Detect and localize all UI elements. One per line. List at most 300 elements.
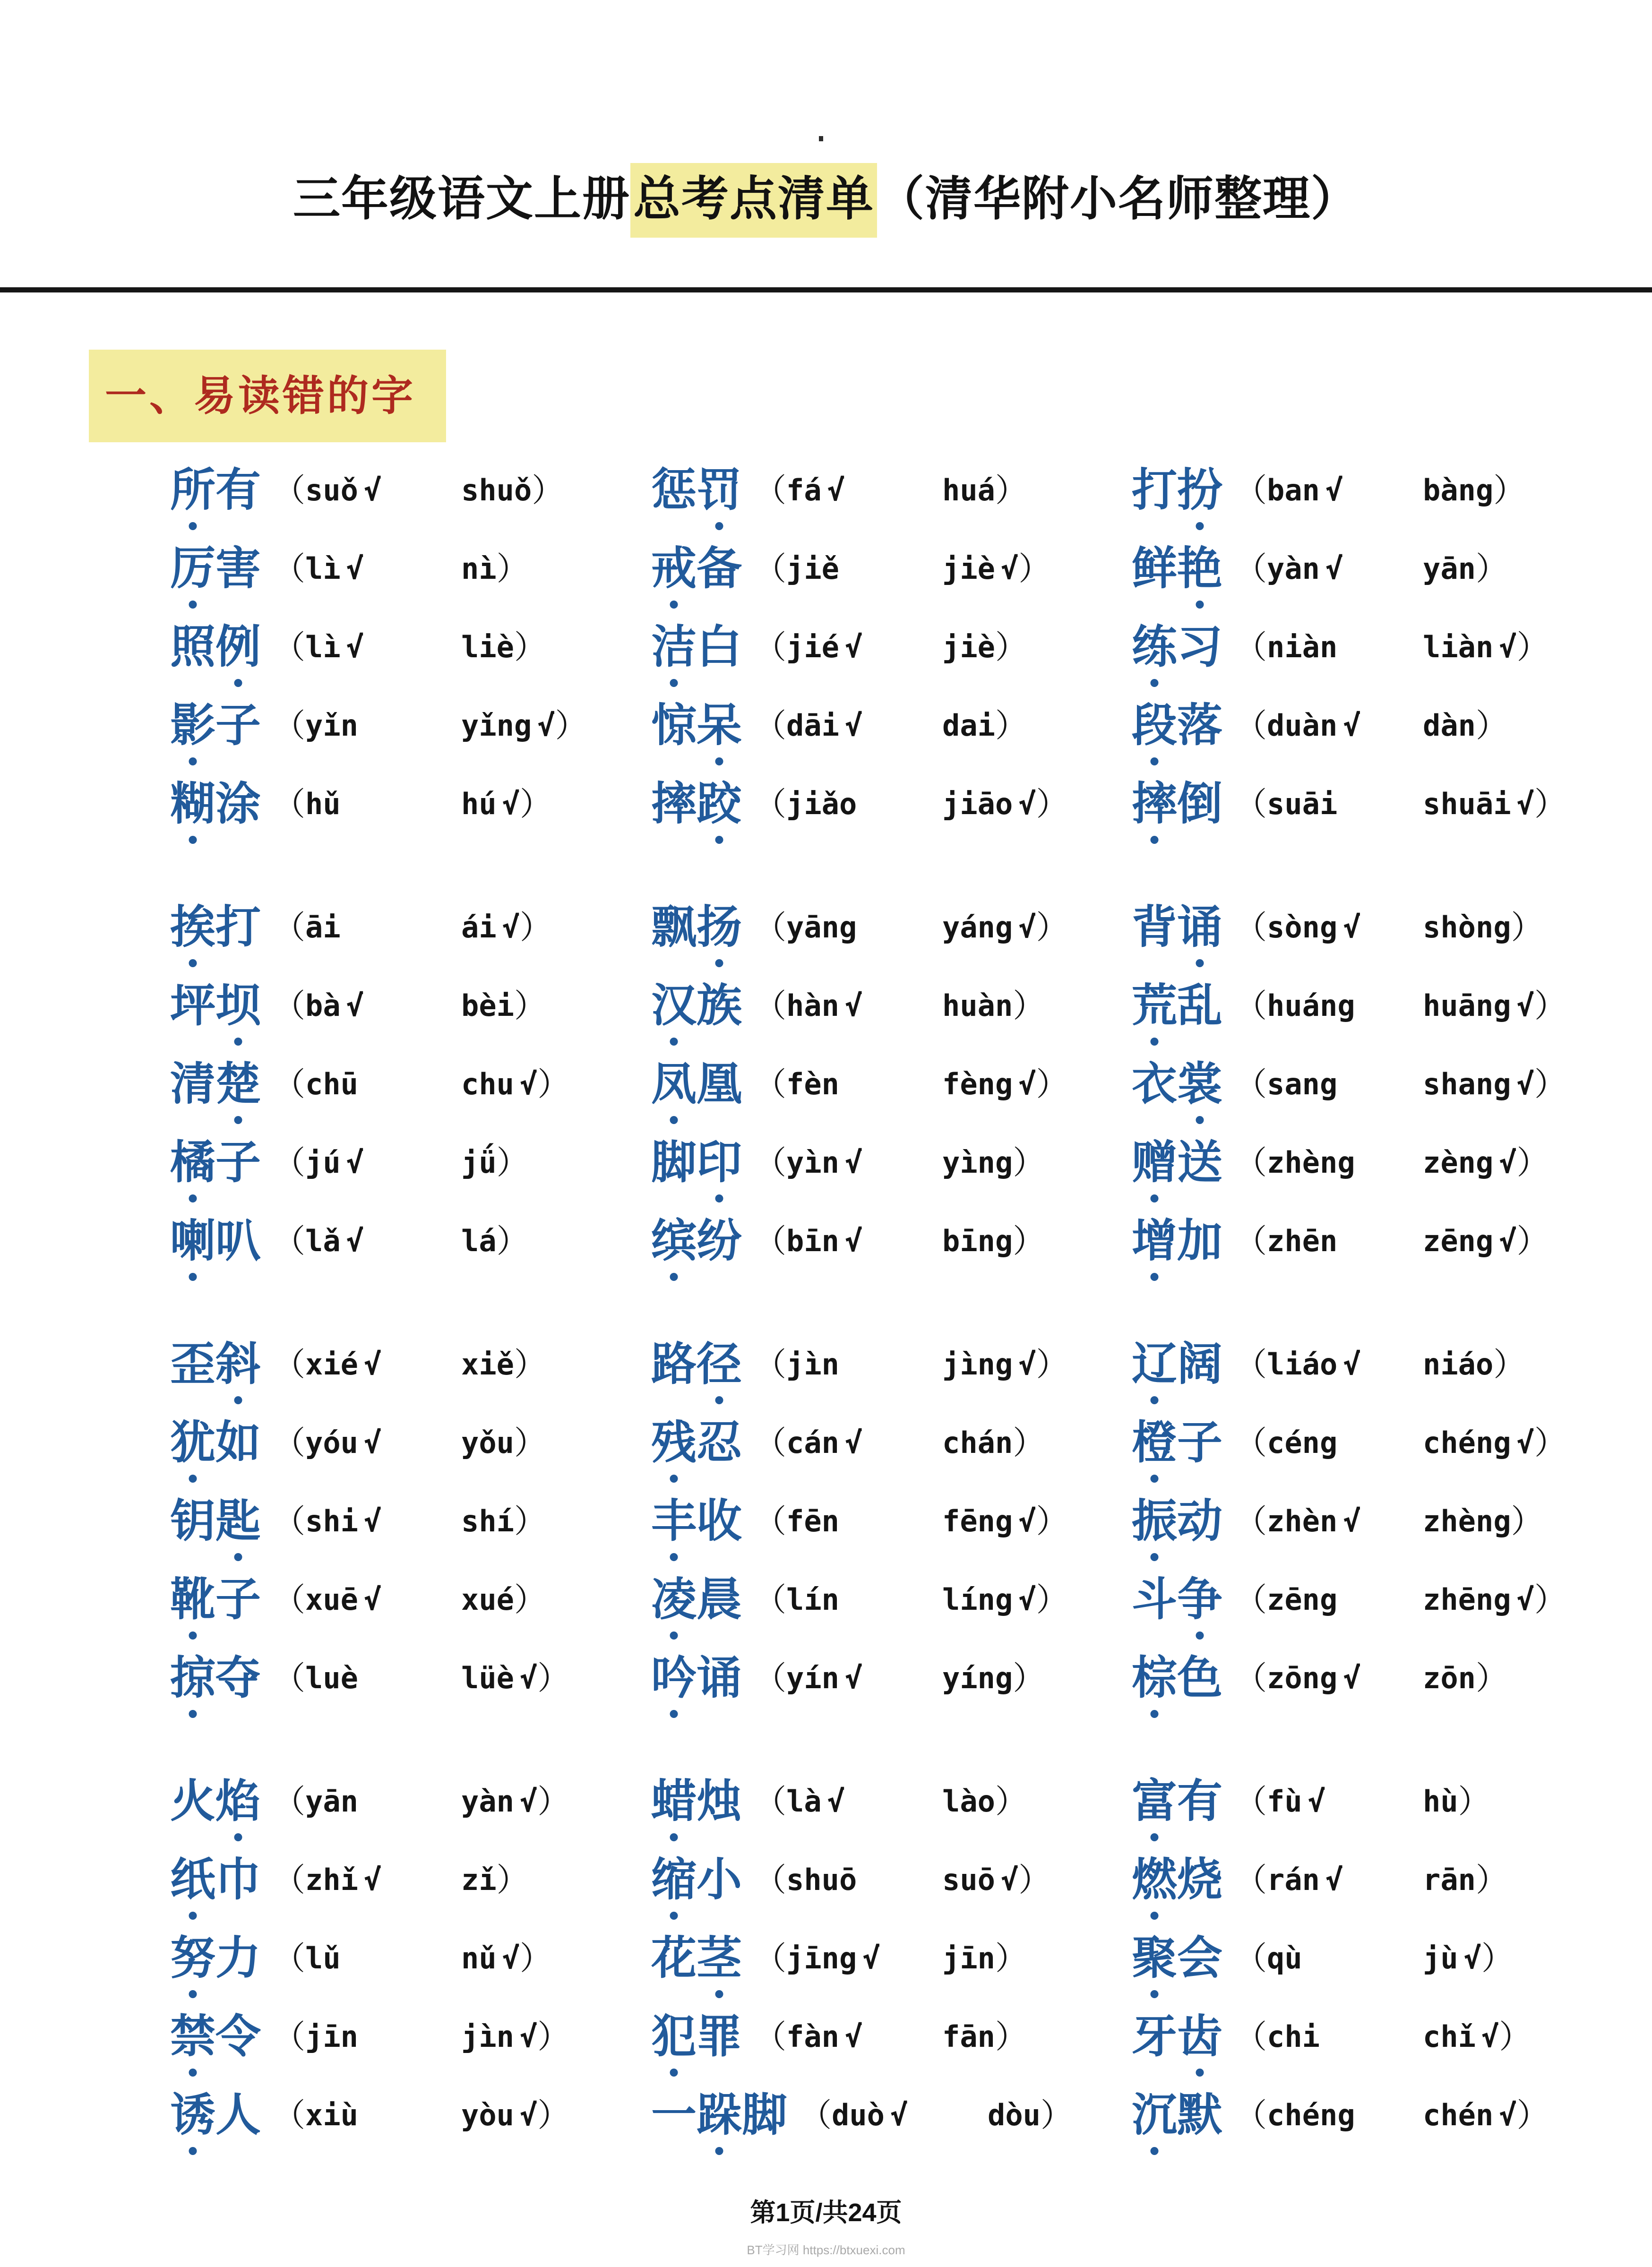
entry-char-dotted: 练 (1132, 622, 1177, 672)
entry-word (1132, 543, 1222, 594)
word-column (651, 451, 1171, 2199)
entry-char: 火 (170, 1776, 215, 1827)
paren-open: （ (1235, 1862, 1267, 1898)
word-entry (1132, 1202, 1652, 1280)
entry-char: 飘 (651, 902, 697, 953)
word-group (651, 1762, 1171, 2155)
paren-open: （ (754, 472, 787, 508)
pinyin-option-2: liàn √ (1423, 630, 1517, 664)
entry-pinyin (754, 631, 1027, 663)
checkmark-icon: √ (1018, 1504, 1036, 1538)
checkmark-icon: √ (1481, 2019, 1499, 2054)
entry-word (651, 902, 742, 953)
pinyin-option-1: jīn (305, 2019, 358, 2054)
paren-open: （ (754, 1660, 787, 1696)
entry-word (651, 465, 742, 515)
checkmark-icon: √ (1325, 473, 1343, 507)
pinyin-option-1: fù √ (1267, 1784, 1325, 1819)
paren-open: （ (273, 786, 306, 822)
paren-open: （ (273, 1941, 306, 1976)
entry-char: 歪 (170, 1339, 215, 1390)
entry-word (651, 781, 742, 827)
checkmark-icon: √ (502, 787, 520, 821)
paren-open: （ (273, 988, 306, 1024)
entry-pinyin (754, 1348, 1068, 1381)
entry-char: 斗 (1132, 1574, 1177, 1625)
word-entry (1132, 608, 1652, 687)
entry-word (651, 1059, 742, 1109)
pinyin-option-2: dàn (1423, 708, 1476, 743)
word-group (651, 888, 1171, 1280)
word-entry (170, 1202, 690, 1280)
entry-char-dotted: 缩 (651, 1855, 697, 1905)
entry-word (170, 1417, 261, 1468)
entry-word (651, 2011, 742, 2062)
word-entry (1132, 451, 1652, 530)
entry-char-dotted: 跺 (697, 2090, 742, 2140)
pinyin-option-1: jié √ (786, 630, 863, 664)
entry-pinyin (754, 1584, 1068, 1616)
paren-open: （ (1235, 1425, 1267, 1461)
pinyin-option-2: zèng √ (1423, 1145, 1517, 1180)
entry-word (1132, 2011, 1222, 2062)
entry-char-dotted: 茎 (697, 1933, 742, 1984)
word-entry (651, 1325, 1171, 1404)
entry-char-dotted: 棕 (1132, 1653, 1177, 1703)
entry-word (1132, 1417, 1222, 1468)
checkmark-icon: √ (520, 1067, 538, 1101)
pinyin-option-1: lǎ √ (305, 1224, 364, 1258)
entry-char-dotted: 洁 (651, 622, 697, 672)
entry-char: 备 (697, 543, 742, 594)
paren-open: （ (754, 1941, 787, 1976)
entry-word (651, 543, 742, 594)
section-heading: 一、易读错的字 (89, 350, 446, 442)
entry-word (170, 1216, 261, 1266)
paren-close: ） (555, 708, 587, 744)
entry-pinyin (273, 1505, 546, 1537)
checkmark-icon: √ (1325, 551, 1343, 586)
entry-char-dotted: 聚 (1132, 1933, 1177, 1984)
entry-word (170, 1653, 261, 1703)
paren-close: ） (1013, 1145, 1045, 1181)
pinyin-option-1: suǒ √ (305, 473, 382, 507)
entry-char: 子 (215, 1137, 261, 1188)
paren-close: ） (537, 2019, 570, 2055)
pinyin-option-2: shuāi √ (1423, 787, 1534, 821)
pinyin-option-2: huāng √ (1423, 988, 1534, 1023)
checkmark-icon: √ (1001, 1863, 1019, 1897)
pinyin-option-1: bà √ (305, 988, 364, 1023)
entry-pinyin (754, 553, 1050, 585)
paren-open: （ (273, 1066, 306, 1102)
paren-close: ） (1534, 988, 1566, 1024)
paren-open: （ (1235, 1066, 1267, 1102)
paren-close: ） (1499, 2019, 1532, 2055)
word-entry (651, 530, 1171, 608)
checkmark-icon: √ (1499, 1224, 1517, 1258)
pinyin-option-2: yàn √ (461, 1784, 538, 1819)
pinyin-option-1: huáng (1267, 988, 1355, 1023)
checkmark-icon: √ (364, 1863, 382, 1897)
pinyin-option-2: dòu (988, 2098, 1041, 2132)
page-number: 第1页/共24页 (750, 2198, 902, 2227)
pinyin-option-2: zhèng (1423, 1504, 1511, 1538)
pinyin-option-2: suō √ (942, 1863, 1019, 1897)
word-group (170, 1762, 690, 2155)
entry-char-dotted: 赠 (1132, 1137, 1177, 1188)
entry-char-dotted: 糊 (170, 779, 215, 829)
pinyin-option-2: xiě (461, 1347, 514, 1382)
pinyin-option-1: qù (1267, 1941, 1302, 1975)
pinyin-option-1: luè (305, 1661, 358, 1695)
entry-char: 脚 (651, 1137, 697, 1188)
entry-char-dotted: 斜 (215, 1339, 261, 1390)
pinyin-option-1: yǐn (305, 708, 358, 743)
entry-pinyin (1235, 2099, 1549, 2131)
entry-char: 加 (1177, 1216, 1222, 1266)
pinyin-option-2: shòng (1423, 910, 1511, 945)
paren-close: ） (1516, 2097, 1549, 2133)
checkmark-icon: √ (1499, 630, 1517, 664)
pinyin-option-2: lá (461, 1224, 497, 1258)
entry-word (1132, 1496, 1222, 1546)
paren-close: ） (1481, 1941, 1514, 1976)
checkmark-icon: √ (1018, 1347, 1036, 1382)
entry-pinyin (1235, 1942, 1514, 1975)
pinyin-option-1: hǔ (305, 787, 341, 821)
entry-word (170, 1933, 261, 1984)
entry-char: 小 (697, 1855, 742, 1905)
word-entry (651, 1482, 1171, 1561)
entry-char-dotted: 增 (1132, 1216, 1177, 1266)
paren-close: ） (496, 551, 529, 587)
entry-char-dotted: 靴 (170, 1574, 215, 1625)
pinyin-option-2: yǒu (461, 1425, 514, 1460)
paren-close: ） (995, 472, 1028, 508)
pinyin-option-1: niàn (1267, 630, 1338, 664)
entry-pinyin (273, 1864, 529, 1896)
pinyin-option-1: chi (1267, 2019, 1320, 2054)
entry-pinyin (1235, 1786, 1490, 1818)
entry-char: 清 (170, 1059, 215, 1109)
paren-close: ） (496, 1145, 529, 1181)
checkmark-icon: √ (1516, 1582, 1534, 1617)
word-entry (1132, 1841, 1652, 1919)
entry-pinyin (754, 1505, 1068, 1537)
entry-pinyin (1235, 990, 1566, 1022)
entry-pinyin (754, 710, 1027, 742)
pinyin-option-1: jīng √ (786, 1941, 880, 1975)
entry-pinyin (1235, 1584, 1566, 1616)
word-entry (1132, 765, 1652, 843)
entry-pinyin (273, 1348, 546, 1381)
pinyin-option-1: āi (305, 910, 341, 945)
pinyin-option-1: zhèn √ (1267, 1504, 1361, 1538)
pinyin-option-2: zōn (1423, 1661, 1476, 1695)
pinyin-option-2: xué (461, 1582, 514, 1617)
paren-open: （ (754, 629, 787, 665)
entry-char: 诵 (697, 1653, 742, 1703)
pinyin-option-2: jìn √ (461, 2019, 538, 2054)
entry-char-dotted: 艳 (1177, 543, 1222, 594)
pinyin-option-2: shí (461, 1504, 514, 1538)
pinyin-option-1: chéng (1267, 2098, 1355, 2132)
entry-word (170, 1496, 261, 1546)
word-group (1132, 1762, 1652, 2155)
pinyin-option-1: bīn √ (786, 1224, 863, 1258)
paren-open: （ (1235, 1941, 1267, 1976)
checkmark-icon: √ (346, 988, 364, 1023)
entry-word (170, 2011, 261, 2062)
entry-char-dotted: 喇 (170, 1216, 215, 1266)
paren-open: （ (1235, 1223, 1267, 1259)
pinyin-option-1: sòng √ (1267, 910, 1361, 945)
entry-word (1132, 1216, 1222, 1266)
word-entry (170, 765, 690, 843)
entry-pinyin (754, 911, 1068, 944)
word-entry (1132, 1482, 1652, 1561)
entry-word (1132, 2090, 1222, 2140)
pinyin-option-2: huá (942, 473, 995, 507)
paren-close: ） (514, 1347, 547, 1383)
paren-open: （ (273, 1582, 306, 1618)
paren-close: ） (514, 1582, 547, 1618)
paren-open: （ (1235, 1503, 1267, 1539)
paren-close: ） (1516, 629, 1549, 665)
pinyin-option-1: chū (305, 1067, 358, 1101)
word-entry (170, 1404, 690, 1482)
pinyin-option-1: yín √ (786, 1661, 863, 1695)
entry-char: 会 (1177, 1933, 1222, 1984)
entry-char-dotted: 诵 (1177, 902, 1222, 953)
entry-char: 令 (215, 2011, 261, 2062)
pinyin-option-1: suāi (1267, 787, 1338, 821)
entry-char: 打 (215, 902, 261, 953)
paren-open: （ (273, 1784, 306, 1820)
entry-word (170, 622, 261, 672)
entry-char-dotted: 纸 (170, 1855, 215, 1905)
paren-open: （ (754, 1145, 787, 1181)
pinyin-option-1: xuē √ (305, 1582, 382, 1617)
entry-word (1132, 465, 1222, 515)
entry-pinyin (754, 788, 1068, 820)
entry-char: 打 (1132, 465, 1177, 515)
watermark-text: BT学习网 https://btxuexi.com (747, 2243, 905, 2257)
entry-char: 花 (651, 1933, 697, 1984)
pinyin-option-1: shuō (786, 1863, 857, 1897)
checkmark-icon: √ (346, 1224, 364, 1258)
paren-open: （ (754, 1503, 787, 1539)
pinyin-option-2: yòu √ (461, 2098, 538, 2132)
paren-open: （ (754, 988, 787, 1024)
entry-char-dotted: 凌 (651, 1574, 697, 1625)
paren-open: （ (273, 472, 306, 508)
paren-close: ） (995, 708, 1028, 744)
entry-char-dotted: 吟 (651, 1653, 697, 1703)
entry-char: 涂 (215, 779, 261, 829)
paren-open: （ (754, 1223, 787, 1259)
pinyin-option-2: zǐ (461, 1863, 497, 1897)
pinyin-option-2: líng √ (942, 1582, 1036, 1617)
entry-word (170, 902, 261, 953)
entry-char: 人 (215, 2090, 261, 2140)
entry-pinyin (754, 1662, 1045, 1694)
checkmark-icon: √ (1018, 1582, 1036, 1617)
word-entry (1132, 1639, 1652, 1717)
entry-char: 衣 (1132, 1059, 1177, 1109)
checkmark-icon: √ (364, 473, 382, 507)
entry-char-dotted: 焰 (215, 1776, 261, 1827)
word-entry (170, 1045, 690, 1124)
pinyin-option-2: shang √ (1423, 1067, 1534, 1101)
entry-char-dotted: 所 (170, 465, 215, 515)
entry-pinyin (273, 1427, 546, 1459)
paren-open: （ (754, 1582, 787, 1618)
word-entry (651, 1998, 1171, 2076)
checkmark-icon: √ (1001, 551, 1019, 586)
paren-close: ） (1476, 1862, 1508, 1898)
paren-open: （ (273, 1347, 306, 1383)
pinyin-option-1: lì √ (305, 551, 364, 586)
word-entry (170, 687, 690, 765)
pinyin-option-1: fàn √ (786, 2019, 863, 2054)
entry-pinyin (1235, 1147, 1549, 1179)
pinyin-option-2: bīng (942, 1224, 1013, 1258)
paren-open: （ (273, 1503, 306, 1539)
word-entry (170, 967, 690, 1045)
paren-close: ） (1476, 551, 1508, 587)
entry-char: 鲜 (1132, 543, 1177, 594)
pinyin-option-2: hú √ (461, 787, 520, 821)
word-entry (170, 608, 690, 687)
entry-word (1132, 781, 1222, 827)
entry-pinyin (754, 1427, 1045, 1459)
entry-char-dotted: 扮 (1177, 465, 1222, 515)
paren-close: ） (520, 910, 552, 945)
word-entry (170, 530, 690, 608)
pinyin-option-2: fèng √ (942, 1067, 1036, 1101)
entry-char-dotted: 犹 (170, 1417, 215, 1468)
entry-word (651, 622, 742, 672)
paren-close: ） (1534, 1425, 1566, 1461)
pinyin-option-2: chéng √ (1423, 1425, 1534, 1460)
entry-char-dotted: 印 (697, 1137, 742, 1188)
entry-word (651, 700, 742, 751)
entry-char: 凰 (697, 1059, 742, 1109)
word-entry (651, 608, 1171, 687)
paren-open: （ (273, 1660, 306, 1696)
entry-char-dotted: 跤 (697, 779, 742, 829)
word-entry (1132, 1404, 1652, 1482)
pinyin-option-1: hàn √ (786, 988, 863, 1023)
title-pre: 三年级语文上册 (293, 172, 630, 225)
word-entry (1132, 530, 1652, 608)
entry-char: 烧 (1177, 1855, 1222, 1905)
pinyin-option-1: zhēn (1267, 1224, 1338, 1258)
entry-pinyin (754, 2021, 1027, 2053)
checkmark-icon: √ (1343, 1661, 1361, 1695)
checkmark-icon: √ (364, 1425, 382, 1460)
entry-word (170, 700, 261, 751)
entry-word (651, 2090, 787, 2140)
checkmark-icon: √ (845, 1224, 863, 1258)
paren-close: ） (514, 1425, 547, 1461)
checkmark-icon: √ (845, 1145, 863, 1180)
paren-open: （ (1235, 472, 1267, 508)
entry-char: 倒 (1177, 779, 1222, 829)
entry-pinyin (273, 631, 546, 663)
entry-char-dotted: 匙 (215, 1496, 261, 1546)
paren-close: ） (1534, 1582, 1566, 1618)
paren-open: （ (273, 2097, 306, 2133)
pinyin-option-1: jìn (786, 1347, 839, 1382)
checkmark-icon: √ (346, 551, 364, 586)
paren-close: ） (1476, 1660, 1508, 1696)
checkmark-icon: √ (1018, 1067, 1036, 1101)
word-entry (170, 451, 690, 530)
entry-char-dotted: 戒 (651, 543, 697, 594)
entry-pinyin (273, 1584, 546, 1616)
entry-pinyin (754, 1068, 1068, 1100)
pinyin-option-1: sang (1267, 1067, 1338, 1101)
paren-open: （ (1235, 910, 1267, 945)
word-column (1132, 451, 1652, 2199)
entry-word (170, 465, 261, 515)
paren-open: （ (1235, 551, 1267, 587)
paren-open: （ (754, 1862, 787, 1898)
entry-pinyin (273, 1662, 569, 1694)
entry-char-dotted: 犯 (651, 2011, 697, 2062)
paren-close: ） (1493, 1347, 1526, 1383)
checkmark-icon: √ (1343, 1347, 1361, 1382)
pinyin-option-2: nǔ √ (461, 1941, 520, 1975)
word-group (651, 451, 1171, 843)
checkmark-icon: √ (845, 708, 863, 743)
pinyin-option-1: fá √ (786, 473, 845, 507)
word-entry (170, 1325, 690, 1404)
pinyin-option-1: lì √ (305, 630, 364, 664)
entry-word (170, 1776, 261, 1827)
entry-word (651, 1496, 742, 1546)
word-entry (1132, 2076, 1652, 2155)
paren-open: （ (273, 910, 306, 945)
entry-char: 子 (215, 700, 261, 751)
word-entry (170, 1482, 690, 1561)
word-entry (651, 888, 1171, 967)
pinyin-option-1: jiǎo (786, 787, 857, 821)
checkmark-icon: √ (1308, 1784, 1325, 1819)
entry-word (1132, 1137, 1222, 1188)
checkmark-icon: √ (520, 1661, 538, 1695)
pinyin-option-1: céng (1267, 1425, 1338, 1460)
entry-pinyin (754, 1864, 1050, 1896)
paren-open: （ (273, 2019, 306, 2055)
entry-pinyin (1235, 553, 1508, 585)
entry-word (1132, 1339, 1222, 1390)
entry-char-dotted: 沉 (1132, 2090, 1177, 2140)
pinyin-option-1: zhǐ √ (305, 1863, 382, 1897)
entry-char-dotted: 丰 (651, 1496, 697, 1546)
paren-open: （ (1235, 1347, 1267, 1383)
word-entry (651, 765, 1171, 843)
entry-pinyin (800, 2099, 1073, 2131)
pinyin-option-1: dāi √ (786, 708, 863, 743)
checkmark-icon: √ (1018, 910, 1036, 945)
entry-pinyin (1235, 1225, 1549, 1257)
paren-close: ） (1018, 551, 1051, 587)
paren-close: ） (1013, 1223, 1045, 1259)
